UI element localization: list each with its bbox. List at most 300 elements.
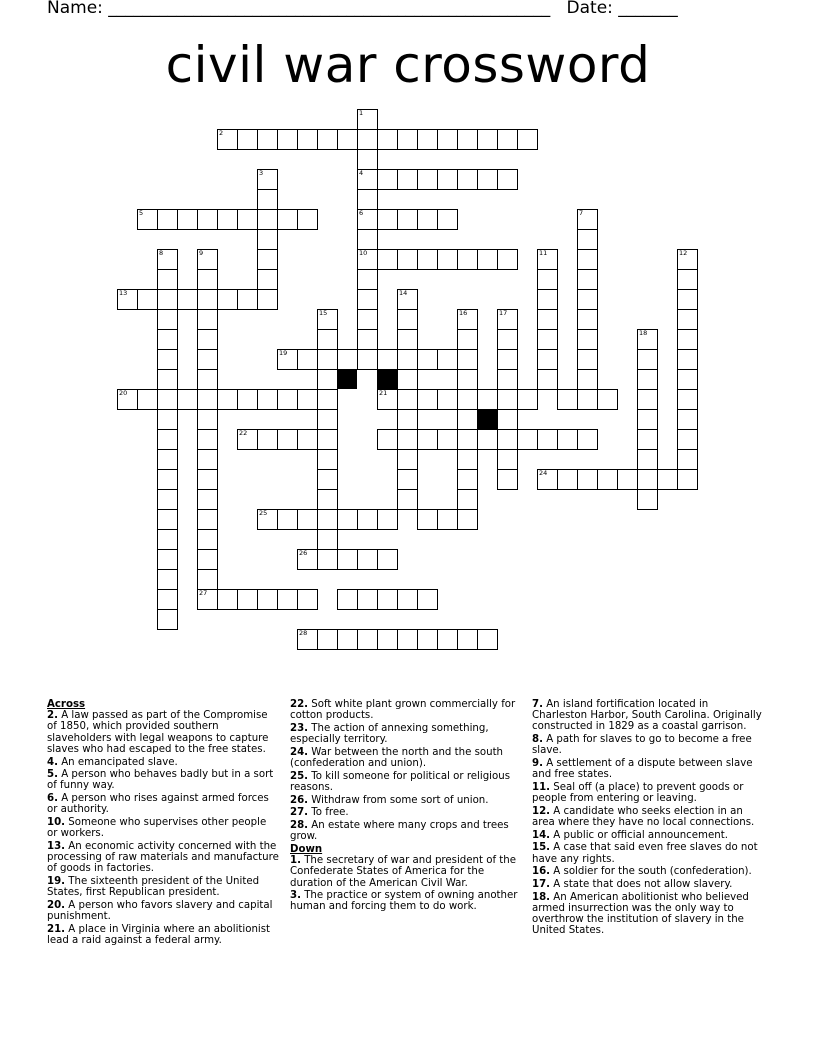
date-label: Date:	[566, 0, 613, 18]
clue-item	[532, 806, 764, 828]
grid-cell[interactable]	[437, 129, 458, 150]
clue-item-number: 18.	[532, 891, 551, 903]
grid-cell[interactable]	[337, 549, 358, 570]
grid-cell[interactable]	[477, 249, 498, 270]
grid-cell[interactable]	[577, 209, 598, 230]
grid-cell[interactable]	[397, 389, 418, 410]
grid-cell[interactable]	[237, 209, 258, 230]
clue-number: 16	[459, 309, 468, 317]
grid-cell[interactable]	[437, 389, 458, 410]
grid-cell[interactable]	[257, 209, 278, 230]
black-cell	[377, 369, 397, 389]
grid-cell[interactable]	[157, 549, 178, 570]
grid-cell[interactable]	[457, 469, 478, 490]
grid-cell[interactable]	[377, 169, 398, 190]
grid-cell[interactable]	[257, 189, 278, 210]
grid-cell[interactable]	[317, 529, 338, 550]
grid-cell[interactable]	[517, 129, 538, 150]
grid-cell[interactable]	[137, 389, 158, 410]
clue-item-number: 24.	[290, 746, 309, 758]
grid-cell[interactable]	[177, 289, 198, 310]
grid-cell[interactable]	[677, 329, 698, 350]
grid-cell[interactable]	[537, 329, 558, 350]
grid-cell[interactable]	[437, 209, 458, 230]
grid-cell[interactable]	[317, 429, 338, 450]
grid-cell[interactable]	[237, 589, 258, 610]
grid-cell[interactable]	[157, 449, 178, 470]
grid-cell[interactable]	[457, 129, 478, 150]
grid-cell[interactable]	[257, 129, 278, 150]
grid-cell[interactable]	[337, 589, 358, 610]
grid-cell[interactable]	[297, 349, 318, 370]
grid-cell[interactable]	[357, 189, 378, 210]
grid-cell[interactable]	[637, 449, 658, 470]
grid-cell[interactable]	[577, 309, 598, 330]
grid-cell[interactable]	[437, 249, 458, 270]
grid-cell[interactable]	[457, 509, 478, 530]
grid-cell[interactable]	[257, 389, 278, 410]
grid-cell[interactable]	[297, 129, 318, 150]
grid-cell[interactable]	[157, 349, 178, 370]
grid-cell[interactable]	[417, 589, 438, 610]
grid-cell[interactable]	[497, 169, 518, 190]
clue-number: 26	[299, 549, 308, 557]
grid-cell[interactable]	[357, 309, 378, 330]
grid-cell[interactable]	[157, 609, 178, 630]
grid-cell[interactable]	[457, 309, 478, 330]
grid-cell[interactable]	[277, 429, 298, 450]
grid-cell[interactable]	[617, 469, 638, 490]
grid-cell[interactable]	[157, 529, 178, 550]
grid-cell[interactable]	[637, 329, 658, 350]
clue-number: 11	[539, 249, 548, 257]
clue-item-number: 11.	[532, 781, 551, 793]
grid-cell[interactable]	[217, 389, 238, 410]
grid-cell[interactable]	[537, 369, 558, 390]
grid-cell[interactable]	[637, 369, 658, 390]
clue-item-number: 4.	[47, 756, 58, 768]
grid-cell[interactable]	[537, 269, 558, 290]
grid-cell[interactable]	[497, 409, 518, 430]
grid-cell[interactable]	[397, 249, 418, 270]
grid-cell[interactable]	[477, 429, 498, 450]
grid-cell[interactable]	[177, 389, 198, 410]
grid-cell[interactable]	[157, 369, 178, 390]
grid-cell[interactable]	[197, 289, 218, 310]
grid-cell[interactable]	[497, 469, 518, 490]
clue-item	[290, 747, 522, 769]
grid-cell[interactable]	[557, 469, 578, 490]
grid-cell[interactable]	[477, 129, 498, 150]
grid-cell[interactable]	[337, 349, 358, 370]
grid-cell[interactable]	[637, 469, 658, 490]
grid-cell[interactable]	[317, 549, 338, 570]
grid-cell[interactable]	[197, 549, 218, 570]
grid-cell[interactable]	[497, 309, 518, 330]
grid-cell[interactable]	[437, 509, 458, 530]
grid-cell[interactable]	[377, 209, 398, 230]
clue-number: 5	[139, 209, 144, 217]
grid-cell[interactable]	[317, 129, 338, 150]
grid-cell[interactable]	[477, 169, 498, 190]
grid-cell[interactable]	[157, 509, 178, 530]
grid-cell[interactable]	[417, 629, 438, 650]
grid-cell[interactable]	[197, 429, 218, 450]
grid-cell[interactable]	[457, 629, 478, 650]
grid-cell[interactable]	[497, 429, 518, 450]
grid-cell[interactable]	[317, 369, 338, 390]
clues-column-1	[47, 699, 279, 948]
grid-cell[interactable]	[157, 589, 178, 610]
grid-cell[interactable]	[317, 489, 338, 510]
grid-cell[interactable]	[277, 589, 298, 610]
grid-cell[interactable]	[637, 429, 658, 450]
grid-cell[interactable]	[217, 209, 238, 230]
grid-cell[interactable]	[257, 289, 278, 310]
grid-cell[interactable]	[537, 429, 558, 450]
grid-cell[interactable]	[157, 249, 178, 270]
grid-cell[interactable]	[397, 489, 418, 510]
clue-item	[47, 769, 279, 791]
clue-item-text: A state that does not allow slavery.	[550, 879, 733, 891]
grid-cell[interactable]	[377, 129, 398, 150]
clue-number: 22	[239, 429, 248, 437]
grid-cell[interactable]	[157, 389, 178, 410]
grid-cell[interactable]	[677, 269, 698, 290]
grid-cell[interactable]	[197, 409, 218, 430]
grid-cell[interactable]	[417, 129, 438, 150]
grid-cell[interactable]	[577, 349, 598, 370]
grid-cell[interactable]	[557, 429, 578, 450]
clue-item-number: 27.	[290, 807, 309, 819]
grid-cell[interactable]	[357, 329, 378, 350]
clue-item	[290, 795, 522, 806]
clue-item	[532, 699, 764, 733]
grid-cell[interactable]	[497, 129, 518, 150]
grid-cell[interactable]	[397, 449, 418, 470]
date-blank[interactable]: _______	[618, 0, 678, 18]
grid-cell[interactable]	[197, 309, 218, 330]
grid-cell[interactable]	[317, 449, 338, 470]
grid-cell[interactable]	[257, 169, 278, 190]
grid-cell[interactable]	[197, 349, 218, 370]
grid-cell[interactable]	[577, 469, 598, 490]
clue-number: 4	[359, 169, 364, 177]
grid-cell[interactable]	[217, 129, 238, 150]
grid-cell[interactable]	[277, 209, 298, 230]
grid-cell[interactable]	[537, 309, 558, 330]
clue-item	[47, 793, 279, 815]
grid-cell[interactable]	[357, 509, 378, 530]
grid-cell[interactable]	[277, 509, 298, 530]
grid-cell[interactable]	[417, 169, 438, 190]
grid-cell[interactable]	[397, 289, 418, 310]
grid-cell[interactable]	[197, 389, 218, 410]
grid-cell[interactable]	[397, 589, 418, 610]
grid-cell[interactable]	[317, 629, 338, 650]
grid-cell[interactable]	[237, 129, 258, 150]
grid-cell[interactable]	[377, 389, 398, 410]
grid-cell[interactable]	[357, 629, 378, 650]
grid-cell[interactable]	[397, 329, 418, 350]
grid-cell[interactable]	[117, 389, 138, 410]
grid-cell[interactable]	[657, 469, 678, 490]
grid-cell[interactable]	[257, 229, 278, 250]
grid-cell[interactable]	[477, 629, 498, 650]
grid-cell[interactable]	[637, 409, 658, 430]
grid-cell[interactable]	[457, 449, 478, 470]
name-blank[interactable]: ____________________________________________________	[108, 0, 551, 18]
grid-cell[interactable]	[417, 249, 438, 270]
grid-cell[interactable]	[537, 249, 558, 270]
grid-cell[interactable]	[197, 589, 218, 610]
grid-cell[interactable]	[477, 389, 498, 410]
grid-cell[interactable]	[457, 169, 478, 190]
grid-cell[interactable]	[157, 209, 178, 230]
grid-cell[interactable]	[357, 349, 378, 370]
grid-cell[interactable]	[117, 289, 138, 310]
clue-number: 19	[279, 349, 288, 357]
grid-cell[interactable]	[377, 589, 398, 610]
grid-cell[interactable]	[357, 589, 378, 610]
grid-cell[interactable]	[577, 369, 598, 390]
clue-item-number: 8.	[532, 734, 543, 746]
clue-item-text: To kill someone for political or religious reasons.	[290, 770, 511, 793]
grid-cell[interactable]	[397, 429, 418, 450]
grid-cell[interactable]	[197, 269, 218, 290]
grid-cell[interactable]	[397, 409, 418, 430]
grid-cell[interactable]	[297, 629, 318, 650]
name-label: Name:	[47, 0, 103, 18]
grid-cell[interactable]	[297, 589, 318, 610]
grid-cell[interactable]	[557, 389, 578, 410]
grid-cell[interactable]	[357, 129, 378, 150]
clue-number: 6	[359, 209, 364, 217]
grid-cell[interactable]	[317, 469, 338, 490]
grid-cell[interactable]	[677, 289, 698, 310]
grid-cell[interactable]	[157, 569, 178, 590]
grid-cell[interactable]	[497, 449, 518, 470]
grid-cell[interactable]	[157, 329, 178, 350]
grid-cell[interactable]	[157, 309, 178, 330]
grid-cell[interactable]	[337, 129, 358, 150]
grid-cell[interactable]	[597, 469, 618, 490]
grid-cell[interactable]	[257, 269, 278, 290]
grid-cell[interactable]	[277, 349, 298, 370]
grid-cell[interactable]	[397, 209, 418, 230]
grid-cell[interactable]	[197, 249, 218, 270]
grid-cell[interactable]	[497, 389, 518, 410]
grid-cell[interactable]	[497, 349, 518, 370]
grid-cell[interactable]	[157, 289, 178, 310]
grid-cell[interactable]	[157, 469, 178, 490]
grid-cell[interactable]	[357, 169, 378, 190]
grid-cell[interactable]	[177, 209, 198, 230]
grid-cell[interactable]	[457, 429, 478, 450]
grid-cell[interactable]	[457, 369, 478, 390]
grid-cell[interactable]	[677, 369, 698, 390]
grid-cell[interactable]	[417, 389, 438, 410]
grid-cell[interactable]	[357, 149, 378, 170]
grid-cell[interactable]	[637, 489, 658, 510]
grid-cell[interactable]	[577, 249, 598, 270]
grid-cell[interactable]	[457, 409, 478, 430]
grid-cell[interactable]	[537, 349, 558, 370]
grid-cell[interactable]	[317, 389, 338, 410]
grid-cell[interactable]	[357, 269, 378, 290]
grid-cell[interactable]	[397, 349, 418, 370]
grid-cell[interactable]	[397, 129, 418, 150]
grid-cell[interactable]	[497, 249, 518, 270]
grid-cell[interactable]	[497, 369, 518, 390]
grid-cell[interactable]	[157, 489, 178, 510]
grid-cell[interactable]	[317, 409, 338, 430]
grid-cell[interactable]	[577, 289, 598, 310]
grid-cell[interactable]	[577, 329, 598, 350]
grid-cell[interactable]	[297, 549, 318, 570]
header-line	[47, 0, 777, 19]
grid-cell[interactable]	[297, 389, 318, 410]
clue-number: 17	[499, 309, 508, 317]
grid-cell[interactable]	[677, 249, 698, 270]
grid-cell[interactable]	[297, 509, 318, 530]
grid-cell[interactable]	[637, 349, 658, 370]
grid-cell[interactable]	[457, 349, 478, 370]
grid-cell[interactable]	[257, 429, 278, 450]
clue-item	[532, 866, 764, 877]
grid-cell[interactable]	[237, 429, 258, 450]
grid-cell[interactable]	[497, 329, 518, 350]
grid-cell[interactable]	[277, 129, 298, 150]
clue-item-number: 10.	[47, 817, 66, 829]
grid-cell[interactable]	[457, 489, 478, 510]
across-heading: Across	[47, 699, 86, 710]
grid-cell[interactable]	[317, 309, 338, 330]
grid-cell[interactable]	[397, 309, 418, 330]
grid-cell[interactable]	[277, 389, 298, 410]
grid-cell[interactable]	[357, 229, 378, 250]
grid-cell[interactable]	[417, 349, 438, 370]
grid-cell[interactable]	[317, 329, 338, 350]
grid-cell[interactable]	[217, 289, 238, 310]
grid-cell[interactable]	[317, 349, 338, 370]
grid-cell[interactable]	[437, 169, 458, 190]
clue-item-number: 1.	[290, 855, 301, 867]
grid-cell[interactable]	[197, 329, 218, 350]
grid-cell[interactable]	[137, 289, 158, 310]
grid-cell[interactable]	[337, 629, 358, 650]
grid-cell[interactable]	[357, 109, 378, 130]
grid-cell[interactable]	[397, 369, 418, 390]
grid-cell[interactable]	[437, 349, 458, 370]
grid-cell[interactable]	[597, 389, 618, 410]
grid-cell[interactable]	[637, 389, 658, 410]
grid-cell[interactable]	[197, 369, 218, 390]
grid-cell[interactable]	[517, 389, 538, 410]
grid-cell[interactable]	[677, 429, 698, 450]
grid-cell[interactable]	[197, 489, 218, 510]
grid-cell[interactable]	[397, 629, 418, 650]
clue-item	[290, 771, 522, 793]
grid-cell[interactable]	[537, 289, 558, 310]
grid-cell[interactable]	[257, 509, 278, 530]
grid-cell[interactable]	[197, 509, 218, 530]
grid-cell[interactable]	[577, 389, 598, 410]
clue-number: 28	[299, 629, 308, 637]
clue-item-number: 25.	[290, 770, 309, 782]
clue-item	[290, 699, 522, 721]
grid-cell[interactable]	[417, 509, 438, 530]
grid-cell[interactable]	[237, 289, 258, 310]
grid-cell[interactable]	[197, 449, 218, 470]
grid-cell[interactable]	[157, 409, 178, 430]
clue-item-text: A soldier for the south (confederation).	[550, 866, 752, 878]
grid-cell[interactable]	[297, 209, 318, 230]
grid-cell[interactable]	[337, 509, 358, 530]
grid-cell[interactable]	[537, 469, 558, 490]
grid-cell[interactable]	[377, 349, 398, 370]
grid-cell[interactable]	[457, 249, 478, 270]
grid-cell[interactable]	[437, 429, 458, 450]
grid-cell[interactable]	[577, 429, 598, 450]
grid-cell[interactable]	[577, 229, 598, 250]
grid-cell[interactable]	[257, 589, 278, 610]
clue-number: 13	[119, 289, 128, 297]
grid-cell[interactable]	[517, 429, 538, 450]
grid-cell[interactable]	[457, 329, 478, 350]
clue-number: 15	[319, 309, 328, 317]
clue-item	[532, 879, 764, 890]
clue-item-number: 15.	[532, 842, 551, 854]
grid-cell[interactable]	[677, 389, 698, 410]
grid-cell[interactable]	[317, 509, 338, 530]
clue-item-number: 28.	[290, 820, 309, 832]
grid-cell[interactable]	[257, 249, 278, 270]
grid-cell[interactable]	[677, 349, 698, 370]
grid-cell[interactable]	[677, 309, 698, 330]
grid-cell[interactable]	[377, 629, 398, 650]
grid-cell[interactable]	[297, 429, 318, 450]
grid-cell[interactable]	[237, 389, 258, 410]
grid-cell[interactable]	[397, 169, 418, 190]
grid-cell[interactable]	[197, 529, 218, 550]
grid-cell[interactable]	[377, 509, 398, 530]
grid-cell[interactable]	[377, 249, 398, 270]
grid-cell[interactable]	[577, 269, 598, 290]
grid-cell[interactable]	[197, 209, 218, 230]
grid-cell[interactable]	[417, 209, 438, 230]
grid-cell[interactable]	[137, 209, 158, 230]
grid-cell[interactable]	[677, 469, 698, 490]
grid-cell[interactable]	[357, 549, 378, 570]
grid-cell[interactable]	[437, 629, 458, 650]
grid-cell[interactable]	[397, 469, 418, 490]
grid-cell[interactable]	[217, 589, 238, 610]
grid-cell[interactable]	[677, 449, 698, 470]
grid-cell[interactable]	[457, 389, 478, 410]
grid-cell[interactable]	[197, 569, 218, 590]
grid-cell[interactable]	[357, 289, 378, 310]
grid-cell[interactable]	[377, 549, 398, 570]
grid-cell[interactable]	[357, 249, 378, 270]
grid-cell[interactable]	[157, 429, 178, 450]
grid-cell[interactable]	[197, 469, 218, 490]
grid-cell[interactable]	[677, 409, 698, 430]
grid-cell[interactable]	[377, 429, 398, 450]
grid-cell[interactable]	[357, 209, 378, 230]
grid-cell[interactable]	[157, 269, 178, 290]
grid-cell[interactable]	[417, 429, 438, 450]
